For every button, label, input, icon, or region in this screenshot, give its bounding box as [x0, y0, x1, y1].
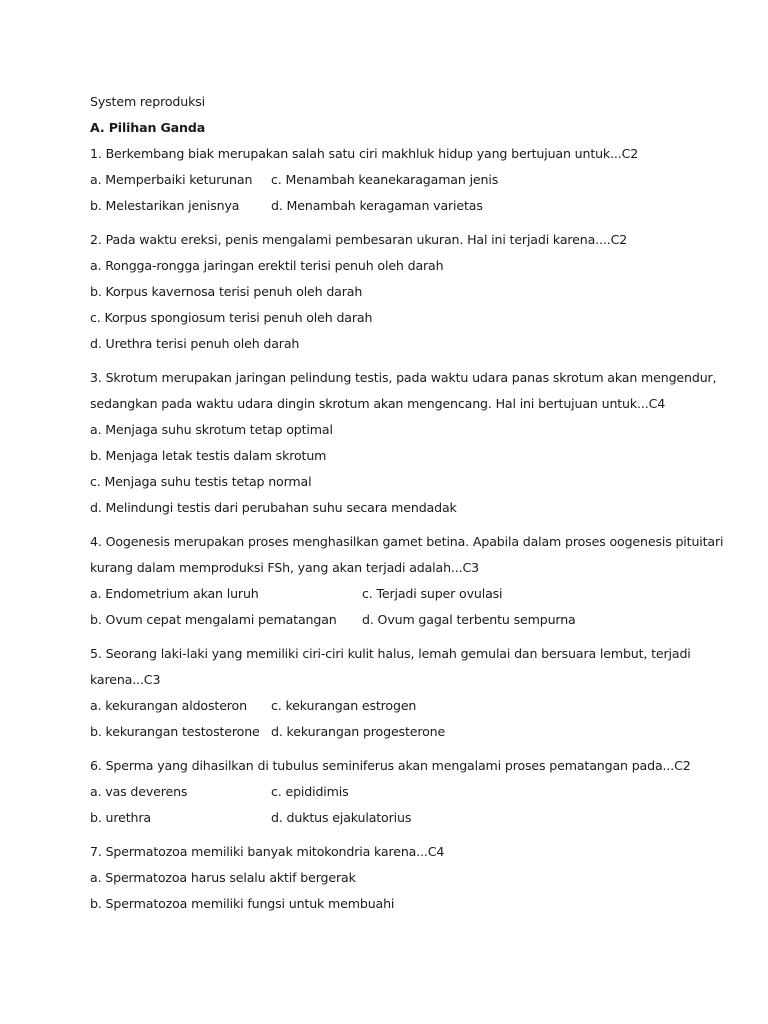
question-4-line-2: kurang dalam memproduksi FSh, yang akan terjadi adalah...C3 [90, 560, 479, 575]
q6-option-b: b. urethra [90, 810, 151, 825]
q3-option-b: b. Menjaga letak testis dalam skrotum [90, 448, 327, 463]
q4-option-b: b. Ovum cepat mengalami pematangan [90, 612, 337, 627]
q5-option-c: c. kekurangan estrogen [271, 698, 417, 713]
question-1: 1. Berkembang biak merupakan salah satu ciri makhluk hidup yang bertujuan untuk...C2 [90, 146, 639, 161]
q6-option-c: c. epididimis [271, 784, 349, 799]
q5-option-d: d. kekurangan progesterone [271, 724, 446, 739]
question-4-line-1: 4. Oogenesis merupakan proses menghasilkan gamet betina. Apabila dalam proses oogenesis pituitari [90, 534, 724, 549]
question-2: 2. Pada waktu ereksi, penis mengalami pembesaran ukuran. Hal ini terjadi karena....C2 [90, 232, 628, 247]
q4-option-d: d. Ovum gagal terbentu sempurna [362, 612, 576, 627]
q1-option-b: b. Melestarikan jenisnya [90, 198, 240, 213]
q2-option-b: b. Korpus kavernosa terisi penuh oleh darah [90, 284, 363, 299]
question-7: 7. Spermatozoa memiliki banyak mitokondria karena...C4 [90, 844, 445, 859]
q3-option-c: c. Menjaga suhu testis tetap normal [90, 474, 312, 489]
question-3-line-2: sedangkan pada waktu udara dingin skrotum akan mengencang. Hal ini bertujuan untuk...C4 [90, 396, 666, 411]
q6-option-a: a. vas deverens [90, 784, 188, 799]
section-heading: A. Pilihan Ganda [90, 120, 206, 135]
q2-option-d: d. Urethra terisi penuh oleh darah [90, 336, 300, 351]
q6-option-d: d. duktus ejakulatorius [271, 810, 412, 825]
q5-option-a: a. kekurangan aldosteron [90, 698, 247, 713]
q7-option-a: a. Spermatozoa harus selalu aktif bergerak [90, 870, 356, 885]
q3-option-d: d. Melindungi testis dari perubahan suhu secara mendadak [90, 500, 457, 515]
q1-option-d: d. Menambah keragaman varietas [271, 198, 483, 213]
q2-option-c: c. Korpus spongiosum terisi penuh oleh darah [90, 310, 373, 325]
q5-option-b: b. kekurangan testosterone [90, 724, 260, 739]
q4-option-a: a. Endometrium akan luruh [90, 586, 259, 601]
question-5-line-1: 5. Seorang laki-laki yang memiliki ciri-ciri kulit halus, lemah gemulai dan bersuara lembut, terjadi [90, 646, 691, 661]
question-3-line-1: 3. Skrotum merupakan jaringan pelindung testis, pada waktu udara panas skrotum akan mengendur, [90, 370, 717, 385]
question-5-line-2: karena...C3 [90, 672, 161, 687]
q2-option-a: a. Rongga-rongga jaringan erektil terisi penuh oleh darah [90, 258, 444, 273]
q3-option-a: a. Menjaga suhu skrotum tetap optimal [90, 422, 333, 437]
question-6: 6. Sperma yang dihasilkan di tubulus seminiferus akan mengalami proses pematangan pada...C2 [90, 758, 691, 773]
q1-option-a: a. Memperbaiki keturunan [90, 172, 253, 187]
q7-option-b: b. Spermatozoa memiliki fungsi untuk membuahi [90, 896, 395, 911]
q1-option-c: c. Menambah keanekaragaman jenis [271, 172, 499, 187]
document-title: System reproduksi [90, 94, 205, 109]
q4-option-c: c. Terjadi super ovulasi [362, 586, 503, 601]
